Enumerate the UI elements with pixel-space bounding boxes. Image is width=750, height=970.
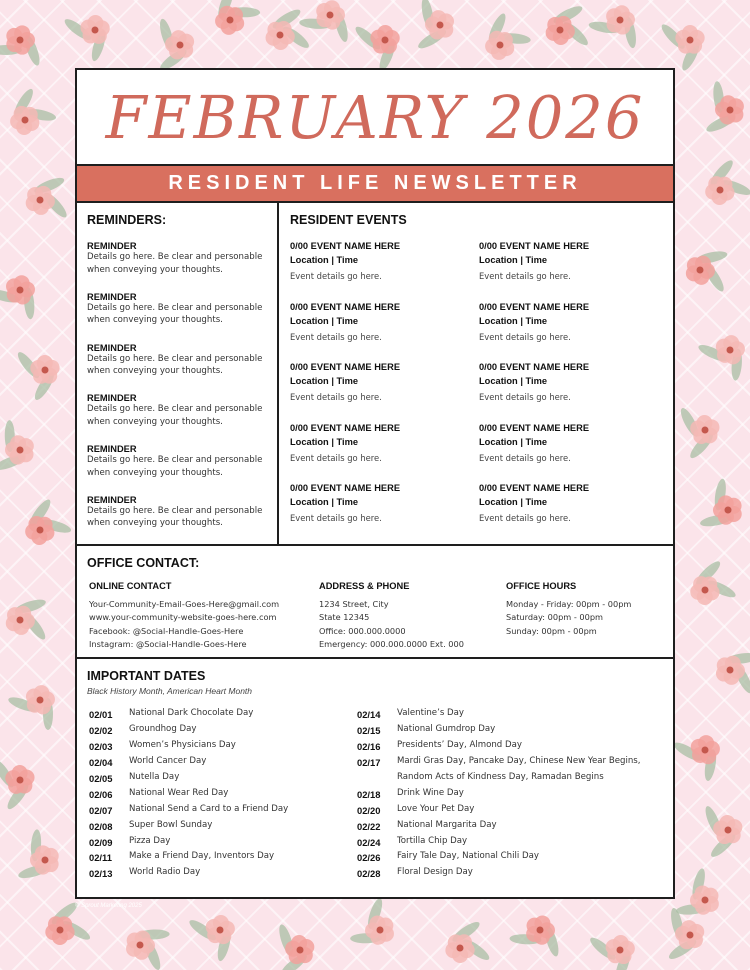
date-observance: National Dark Chocolate Day <box>129 708 254 718</box>
date-observance: National Wear Red Day <box>129 787 229 798</box>
event-name: 0/00 EVENT NAME HERE <box>290 301 401 312</box>
reminder-details: Details go here. Be clear and personable when conveying your thoughts. <box>87 302 263 326</box>
reminder-item <box>87 495 267 546</box>
date-observance: Fairy Tale Day, National Chili Day <box>397 851 539 862</box>
reminder-label: REMINDER <box>87 342 137 353</box>
important-dates-section <box>77 659 673 884</box>
date-value: 02/01 <box>89 709 113 720</box>
event-name: 0/00 EVENT NAME HERE <box>290 422 401 433</box>
dates-heading: IMPORTANT DATES <box>87 669 206 683</box>
flower-center <box>497 42 504 49</box>
flower-center <box>37 527 44 534</box>
reminder-details: Details go here. Be clear and personable when conveying your thoughts. <box>87 404 263 427</box>
flower-center <box>37 197 44 204</box>
flower-center <box>277 32 284 39</box>
date-row <box>357 868 663 884</box>
instagram-handle: Instagram: @Social-Handle-Goes-Here <box>89 638 247 649</box>
date-observance: Floral Design Day <box>397 867 473 878</box>
event-name: 0/00 EVENT NAME HERE <box>290 241 401 251</box>
street-address: 1234 Street, City <box>319 599 389 609</box>
flower-center <box>727 107 734 114</box>
event-location-time: Location | Time <box>479 436 548 447</box>
event-location-time: Location | Time <box>290 436 359 447</box>
flower-center <box>697 267 704 274</box>
date-observance: Super Bowl Sunday <box>129 819 213 830</box>
date-observance: Nutella Day <box>129 771 180 782</box>
flower-center <box>17 447 24 454</box>
event-location-time: Location | Time <box>290 255 359 265</box>
flower-center <box>457 945 464 952</box>
newsletter-sheet <box>75 68 675 899</box>
event-details: Event details go here. <box>479 513 571 524</box>
event-details: Event details go here. <box>290 331 382 342</box>
office-hours <box>504 581 663 651</box>
event-item <box>479 302 663 363</box>
weekday-hours: Monday - Friday: 00pm - 00pm <box>506 599 632 609</box>
flower-center <box>42 857 49 864</box>
reminder-label: REMINDER <box>87 241 137 251</box>
flower-center <box>727 347 734 354</box>
event-name: 0/00 EVENT NAME HERE <box>479 301 590 312</box>
flower-center <box>17 777 24 784</box>
flower-center <box>537 927 544 934</box>
flower-center <box>137 942 144 949</box>
facebook-handle: Facebook: @Social-Handle-Goes-Here <box>89 625 244 636</box>
flower-center <box>617 947 624 954</box>
event-details: Event details go here. <box>479 392 571 403</box>
dates-columns <box>87 709 663 884</box>
event-item <box>290 302 479 363</box>
date-value: 02/06 <box>89 788 113 800</box>
event-item <box>290 362 479 423</box>
date-value: 02/08 <box>89 820 113 832</box>
date-observance: National Gumdrop Day <box>397 723 496 734</box>
date-observance: Make a Friend Day, Inventors Day <box>129 851 275 862</box>
address-phone-heading: ADDRESS & PHONE <box>319 581 410 591</box>
flower-center <box>17 37 24 44</box>
reminders-list <box>87 241 267 546</box>
flower-center <box>22 117 29 124</box>
flower-center <box>687 932 694 939</box>
flower-center <box>17 287 24 294</box>
date-observance: Presidents’ Day, Almond Day <box>397 739 522 750</box>
date-value: 02/28 <box>357 868 381 880</box>
event-location-time: Location | Time <box>479 315 548 326</box>
flower-center <box>57 927 64 934</box>
reminder-item <box>87 343 267 394</box>
event-item <box>479 362 663 423</box>
event-location-time: Location | Time <box>290 315 359 326</box>
date-observance: Drink Wine Day <box>397 787 464 798</box>
office-columns <box>87 581 663 651</box>
events-heading: RESIDENT EVENTS <box>290 213 407 227</box>
date-value: 02/09 <box>89 836 113 848</box>
reminder-label: REMINDER <box>87 444 137 455</box>
reminders-heading: REMINDERS: <box>87 213 167 227</box>
office-hours-heading: OFFICE HOURS <box>506 581 577 591</box>
flower-center <box>382 37 389 44</box>
dates-subheading: Black History Month, American Heart Month <box>87 686 253 696</box>
date-observance: Groundhog Day <box>129 723 197 734</box>
events-section <box>279 203 673 544</box>
date-observance: National Send a Card to a Friend Day <box>129 803 289 814</box>
flower-center <box>437 22 444 29</box>
flower-center <box>702 587 709 594</box>
event-details: Event details go here. <box>479 271 571 281</box>
flower-center <box>42 367 49 374</box>
date-value: 02/13 <box>89 868 113 880</box>
reminder-label: REMINDER <box>87 494 137 505</box>
date-value: 02/22 <box>357 820 381 832</box>
dates-column-left <box>89 709 357 884</box>
date-value: 02/02 <box>89 724 113 736</box>
flower-center <box>687 37 694 44</box>
event-name: 0/00 EVENT NAME HERE <box>479 362 590 373</box>
reminder-details: Details go here. Be clear and personable when conveying your thoughts. <box>87 353 263 377</box>
date-observance: World Radio Day <box>129 867 201 878</box>
reminder-item <box>87 292 267 343</box>
event-name: 0/00 EVENT NAME HERE <box>290 483 401 494</box>
reminders-section <box>77 203 279 544</box>
flower-center <box>617 17 624 24</box>
newsletter-banner: RESIDENT LIFE NEWSLETTER <box>77 166 673 203</box>
date-observance: National Margarita Day <box>397 819 497 830</box>
date-value: 02/26 <box>357 852 381 864</box>
date-value: 02/18 <box>357 788 381 800</box>
date-value: 02/04 <box>89 756 113 768</box>
event-item <box>479 483 663 544</box>
event-name: 0/00 EVENT NAME HERE <box>479 422 590 433</box>
flower-center <box>702 897 709 904</box>
event-item <box>479 423 663 484</box>
reminder-details: Details go here. Be clear and personable when conveying your thoughts. <box>87 505 263 529</box>
flower-center <box>37 697 44 704</box>
office-heading: OFFICE CONTACT: <box>87 556 200 570</box>
reminder-item <box>87 393 267 444</box>
date-value: 02/07 <box>89 804 113 816</box>
flower-center <box>177 42 184 49</box>
event-location-time: Location | Time <box>479 376 548 387</box>
sunday-hours: Sunday: 00pm - 00pm <box>506 625 597 636</box>
date-observance: Pizza Day <box>129 835 171 846</box>
date-value: 02/15 <box>357 724 381 736</box>
office-phone: Office: 000.000.0000 <box>319 625 406 636</box>
date-value: 02/20 <box>357 804 381 816</box>
date-value: 02/03 <box>89 740 113 752</box>
date-observance: Mardi Gras Day, Pancake Day, Chinese New Year Begins, Random Acts of Kindness Day, Ramadan Begins <box>397 755 641 782</box>
page-title: FEBRUARY 2026 <box>77 70 673 166</box>
date-row <box>89 868 357 884</box>
flower-center <box>297 947 304 954</box>
event-location-time: Location | Time <box>479 255 548 265</box>
email-address: Your-Community-Email-Goes-Here@gmail.com <box>89 599 280 609</box>
date-observance: Women’s Physicians Day <box>129 739 236 750</box>
event-name: 0/00 EVENT NAME HERE <box>479 483 590 494</box>
flower-center <box>702 747 709 754</box>
date-value: 02/11 <box>89 852 112 864</box>
event-location-time: Location | Time <box>479 497 548 508</box>
flower-center <box>727 667 734 674</box>
dates-column-right <box>357 709 663 884</box>
reminder-label: REMINDER <box>87 393 137 404</box>
date-value: 02/16 <box>357 740 381 752</box>
event-details: Event details go here. <box>479 331 571 342</box>
flower-center <box>17 617 24 624</box>
event-item <box>290 423 479 484</box>
online-contact-heading: ONLINE CONTACT <box>89 581 172 591</box>
events-grid <box>290 241 663 544</box>
reminder-label: REMINDER <box>87 291 137 302</box>
date-observance: Love Your Pet Day <box>397 803 475 814</box>
office-contact-section <box>77 546 673 659</box>
reminder-item <box>87 241 267 292</box>
reminders-events-row <box>77 203 673 546</box>
reminder-item <box>87 444 267 495</box>
flower-center <box>725 827 732 834</box>
flower-center <box>557 27 564 34</box>
flower-center <box>327 12 334 19</box>
date-row <box>357 757 663 789</box>
event-item <box>479 241 663 302</box>
event-location-time: Location | Time <box>290 497 359 508</box>
flower-center <box>92 27 99 34</box>
flower-center <box>377 927 384 934</box>
state-zip: State 12345 <box>319 612 370 623</box>
event-name: 0/00 EVENT NAME HERE <box>290 362 401 373</box>
flower-center <box>217 927 224 934</box>
address-phone <box>317 581 504 651</box>
online-contact <box>87 581 317 651</box>
date-value: 02/17 <box>357 756 381 768</box>
flower-center <box>725 507 732 514</box>
event-details: Event details go here. <box>290 452 382 463</box>
flower-center <box>227 17 234 24</box>
date-observance: Valentine’s Day <box>397 708 464 718</box>
event-details: Event details go here. <box>290 392 382 403</box>
saturday-hours: Saturday: 00pm - 00pm <box>506 612 604 623</box>
event-details: Event details go here. <box>479 452 571 463</box>
event-location-time: Location | Time <box>290 376 359 387</box>
date-observance: World Cancer Day <box>129 755 207 766</box>
date-value: 02/14 <box>357 709 381 720</box>
copyright-notice: © Sprout Marketing 2025 <box>75 903 142 909</box>
event-item <box>290 483 479 544</box>
emergency-phone: Emergency: 000.000.0000 Ext. 000 <box>319 638 464 649</box>
reminder-details: Details go here. Be clear and personable when conveying your thoughts. <box>87 252 263 275</box>
flower-center <box>702 427 709 434</box>
date-observance: Tortilla Chip Day <box>397 835 468 846</box>
event-details: Event details go here. <box>290 513 382 524</box>
event-details: Event details go here. <box>290 271 382 281</box>
website-url: www.your-community-website-goes-here.com <box>89 612 277 623</box>
event-item <box>290 241 479 302</box>
event-name: 0/00 EVENT NAME HERE <box>479 241 590 251</box>
date-value: 02/05 <box>89 772 113 784</box>
flower-center <box>717 187 724 194</box>
reminder-details: Details go here. Be clear and personable when conveying your thoughts. <box>87 455 263 478</box>
date-value: 02/24 <box>357 836 381 848</box>
